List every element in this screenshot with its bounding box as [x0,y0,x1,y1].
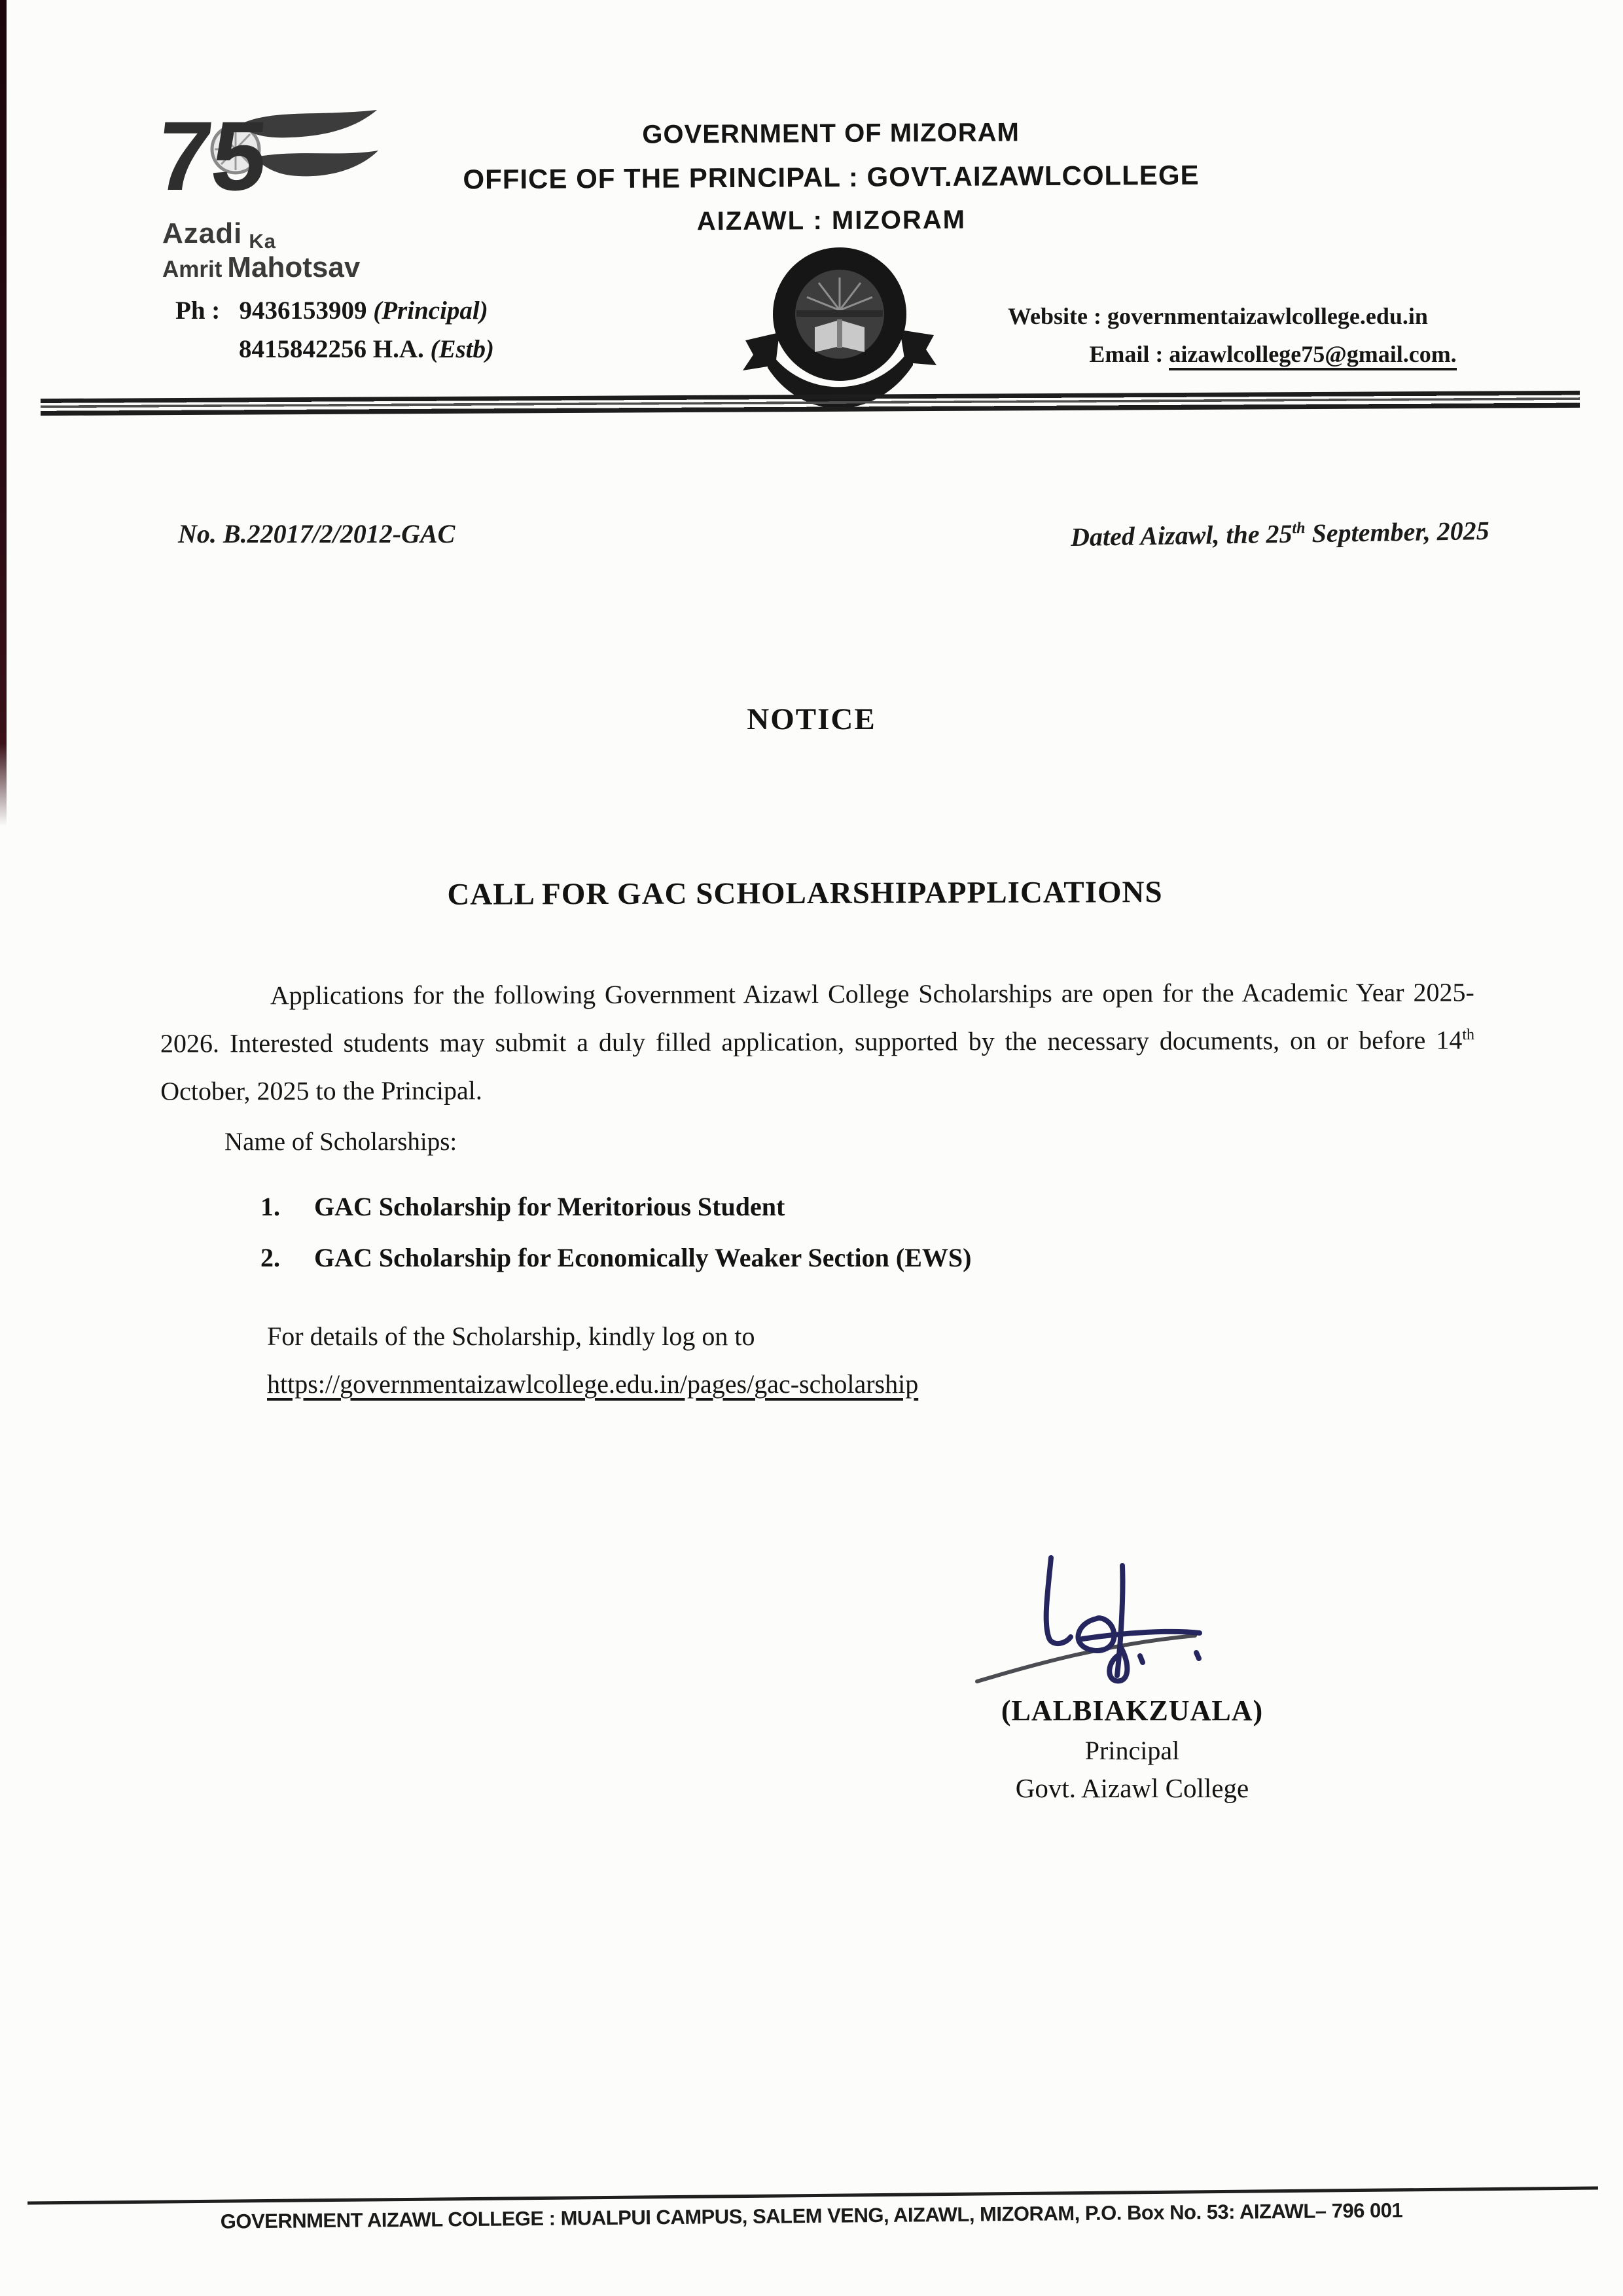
web-contact-block [1008,302,1538,368]
azadi-text-line2: Amrit Mahotsav [162,251,361,283]
email-link[interactable]: aizawlcollege75@gmail.com. [1169,341,1456,370]
phone-line-1: Ph : 9436153909 (Principal) [175,296,488,325]
signatory-name: (LALBIAKZUALA) [1001,1695,1264,1727]
reference-number: No. B.22017/2/2012-GAC [178,519,455,548]
signature-ink [967,1546,1242,1703]
signatory-organization: Govt. Aizawl College [1015,1773,1249,1803]
footer-address: GOVERNMENT AIZAWL COLLEGE : MUALPUI CAMPUS, SALEM VENG, AIZAWL, MIZORAM, P.O. Box No. 53: AIZAWL– 796 001 [220,2198,1403,2233]
website-value: governmentaizawlcollege.edu.in [1107,303,1428,329]
org-location: AIZAWL : MIZORAM [696,205,967,236]
website-line: Website : governmentaizawlcollege.edu.in [1008,303,1428,329]
scholarship-list [260,1191,971,1293]
azadi-text-line1: Azadi Ka [162,217,276,253]
details-line: For details of the Scholarship, kindly log on to [267,1321,755,1351]
list-item [260,1191,971,1222]
scholarship-url-link[interactable]: https://governmentaizawlcollege.edu.in/pages/gac-scholarship [267,1369,919,1399]
college-emblem-icon [741,237,938,420]
office-name: OFFICE OF THE PRINCIPAL : GOVT.AIZAWLCOLLEGE [463,159,1200,195]
date-line: Dated Aizawl, the 25th September, 2025 [1071,515,1490,552]
details-block [267,1321,918,1399]
org-name: GOVERNMENT OF MIZORAM [642,118,1020,149]
list-item-label: GAC Scholarship for Economically Weaker Section (EWS) [314,1243,972,1272]
call-for-applications-title: CALL FOR GAC SCHOLARSHIPAPPLICATIONS [447,875,1163,912]
list-item-number: 2. [260,1243,280,1272]
signatory-title: Principal [1084,1736,1180,1765]
body-paragraph: Applications for the following Government Aizawl College Scholarships are open for the Academic Year 2025-2026. Interested students may submit a duly filled application, supported by the necessary documents, on or before 14th October, 2025 to the Principal. [160,977,1475,1106]
phone-line-2: 8415842256 H.A. (Estb) [239,335,494,363]
email-line: Email : aizawlcollege75@gmail.com. [1008,340,1538,368]
list-item [260,1242,971,1273]
notice-title: NOTICE [747,702,876,736]
scholarship-list-heading: Name of Scholarships: [224,1128,457,1156]
list-item-label: GAC Scholarship for Meritorious Student [314,1192,785,1221]
svg-text:75: 75 [162,101,273,211]
letterhead-org-block [287,116,1374,239]
phone-block [175,296,494,364]
signatory-block [949,1694,1315,1804]
list-item-number: 1. [260,1192,280,1221]
